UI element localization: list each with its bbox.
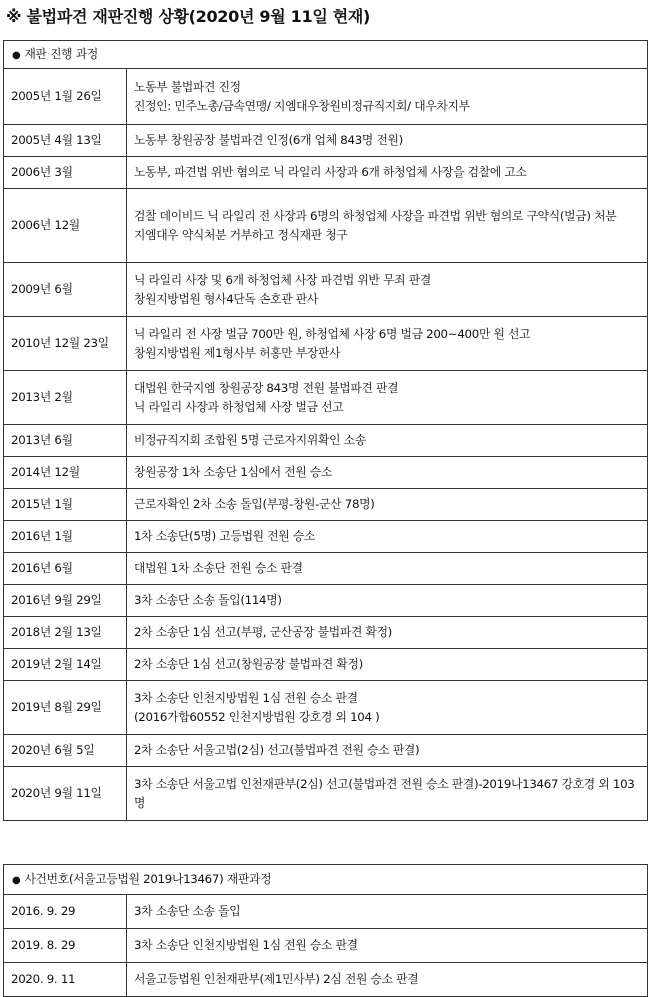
row-description bbox=[127, 649, 648, 681]
row-description bbox=[127, 69, 648, 125]
row-date: 2009년 6월 bbox=[4, 263, 127, 317]
description-line: 닉 라일리 전 사장 벌금 700만 원, 하청업체 사장 6명 벌금 200~400만 원 선고 bbox=[134, 326, 531, 341]
bullet-icon: ● bbox=[12, 49, 21, 61]
description-line: 3차 소송단 서울고법 인천재판부(2심) 선고(불법파견 전원 승소 판결)-2019나13467 강호경 외 103명 bbox=[134, 776, 635, 810]
description-line: (2016가합60552 인천지방법원 강호경 외 104 ) bbox=[134, 709, 380, 724]
row-description bbox=[127, 425, 648, 457]
table-row bbox=[4, 125, 648, 157]
row-date: 2019년 8월 29일 bbox=[4, 681, 127, 735]
row-date: 2014년 12월 bbox=[4, 457, 127, 489]
bullet-icon: ● bbox=[12, 874, 21, 886]
table-row bbox=[4, 489, 648, 521]
table-row bbox=[4, 457, 648, 489]
description-line: 2차 소송단 1심 선고(창원공장 불법파견 확정) bbox=[134, 657, 363, 671]
description-line: 지엠대우 약식처분 거부하고 정식재판 청구 bbox=[134, 227, 348, 242]
row-description bbox=[127, 457, 648, 489]
description-line: 닉 라일리 사장과 하청업체 사장 벌금 선고 bbox=[134, 399, 344, 414]
case-number-table bbox=[3, 864, 648, 997]
description-line: 창원지방법원 제1형사부 허홍만 부장판사 bbox=[134, 345, 341, 360]
description-line: 비정규직지회 조합원 5명 근로자지위확인 소송 bbox=[134, 433, 366, 447]
row-description bbox=[127, 553, 648, 585]
table-row bbox=[4, 69, 648, 125]
section-heading-text: 재판 진행 과정 bbox=[24, 46, 98, 61]
table-row bbox=[4, 649, 648, 681]
table-row bbox=[4, 553, 648, 585]
description-line: 서울고등법원 인천재판부(제1민사부) 2심 전원 승소 판결 bbox=[134, 972, 419, 986]
table-row bbox=[4, 681, 648, 735]
row-date: 2019. 8. 29 bbox=[4, 929, 127, 963]
table-row bbox=[4, 371, 648, 425]
row-date: 2006년 12월 bbox=[4, 189, 127, 263]
row-date: 2019년 2월 14일 bbox=[4, 649, 127, 681]
row-description bbox=[127, 317, 648, 371]
row-description bbox=[127, 895, 648, 929]
row-description bbox=[127, 521, 648, 553]
row-description bbox=[127, 125, 648, 157]
section-header-row bbox=[4, 41, 648, 69]
row-date: 2010년 12월 23일 bbox=[4, 317, 127, 371]
row-description bbox=[127, 189, 648, 263]
table-row bbox=[4, 963, 648, 997]
row-date: 2013년 2월 bbox=[4, 371, 127, 425]
row-description bbox=[127, 157, 648, 189]
description-line: 근로자확인 2차 소송 돌입(부평-창원-군산 78명) bbox=[134, 497, 375, 511]
section-heading-text: 사건번호(서울고등법원 2019나13467) 재판과정 bbox=[24, 871, 272, 886]
row-description bbox=[127, 963, 648, 997]
row-date: 2016년 1월 bbox=[4, 521, 127, 553]
description-line: 창원공장 1차 소송단 1심에서 전원 승소 bbox=[134, 465, 333, 479]
description-line: 1차 소송단(5명) 고등법원 전원 승소 bbox=[134, 529, 316, 543]
row-description bbox=[127, 767, 648, 821]
row-description bbox=[127, 489, 648, 521]
description-line: 노동부 창원공장 불법파견 인정(6개 업체 843명 전원) bbox=[134, 133, 403, 147]
row-date: 2015년 1월 bbox=[4, 489, 127, 521]
description-line: 창원지방법원 형사4단독 손호관 판사 bbox=[134, 291, 318, 306]
description-line: 검찰 데이비드 닉 라일리 전 사장과 6명의 하청업체 사장을 파견법 위반 혐의로 구약식(벌금) 처분 bbox=[134, 208, 617, 223]
row-description bbox=[127, 585, 648, 617]
description-line: 닉 라일리 사장 및 6개 하청업체 사장 파견법 위반 무죄 판결 bbox=[134, 272, 431, 287]
table-row bbox=[4, 617, 648, 649]
row-description bbox=[127, 263, 648, 317]
table-row bbox=[4, 425, 648, 457]
row-date: 2016. 9. 29 bbox=[4, 895, 127, 929]
description-line: 2차 소송단 1심 선고(부평, 군산공장 불법파견 확정) bbox=[134, 625, 392, 639]
table-row bbox=[4, 895, 648, 929]
description-line: 노동부 불법파견 진정 bbox=[134, 79, 241, 94]
section-heading bbox=[4, 41, 648, 69]
description-line: 2차 소송단 서울고법(2심) 선고(불법파견 전원 승소 판결) bbox=[134, 743, 420, 757]
table-row bbox=[4, 317, 648, 371]
row-description bbox=[127, 681, 648, 735]
table-row bbox=[4, 521, 648, 553]
row-date: 2020년 6월 5일 bbox=[4, 735, 127, 767]
description-line: 3차 소송단 인천지방법원 1심 전원 승소 판결 bbox=[134, 690, 358, 705]
row-description bbox=[127, 929, 648, 963]
description-line: 3차 소송단 소송 돌입 bbox=[134, 904, 241, 918]
table-row bbox=[4, 929, 648, 963]
table-row bbox=[4, 767, 648, 821]
row-description bbox=[127, 617, 648, 649]
description-line: 노동부, 파견법 위반 혐의로 닉 라일리 사장과 6개 하청업체 사장을 검찰에 고소 bbox=[134, 165, 527, 179]
trial-progress-table bbox=[3, 40, 648, 821]
section-heading bbox=[4, 865, 648, 895]
row-date: 2005년 4월 13일 bbox=[4, 125, 127, 157]
table-row bbox=[4, 735, 648, 767]
description-line: 3차 소송단 인천지방법원 1심 전원 승소 판결 bbox=[134, 938, 358, 952]
table-row bbox=[4, 189, 648, 263]
row-date: 2016년 9월 29일 bbox=[4, 585, 127, 617]
table-row bbox=[4, 157, 648, 189]
section-header-row bbox=[4, 865, 648, 895]
description-line: 대법원 한국지엠 창원공장 843명 전원 불법파견 판결 bbox=[134, 380, 399, 395]
row-date: 2020년 9월 11일 bbox=[4, 767, 127, 821]
row-description bbox=[127, 735, 648, 767]
description-line: 진정인: 민주노총/금속연맹/ 지엠대우창원비정규직지회/ 대우차지부 bbox=[134, 98, 470, 113]
row-description bbox=[127, 371, 648, 425]
row-date: 2016년 6월 bbox=[4, 553, 127, 585]
description-line: 3차 소송단 소송 돌입(114명) bbox=[134, 593, 282, 607]
row-date: 2005년 1월 26일 bbox=[4, 69, 127, 125]
row-date: 2013년 6월 bbox=[4, 425, 127, 457]
row-date: 2018년 2월 13일 bbox=[4, 617, 127, 649]
table-row bbox=[4, 263, 648, 317]
page-title: ※ 불법파견 재판진행 상황(2020년 9월 11일 현재) bbox=[6, 7, 371, 26]
row-date: 2006년 3월 bbox=[4, 157, 127, 189]
table-row bbox=[4, 585, 648, 617]
row-date: 2020. 9. 11 bbox=[4, 963, 127, 997]
description-line: 대법원 1차 소송단 전원 승소 판결 bbox=[134, 561, 303, 575]
